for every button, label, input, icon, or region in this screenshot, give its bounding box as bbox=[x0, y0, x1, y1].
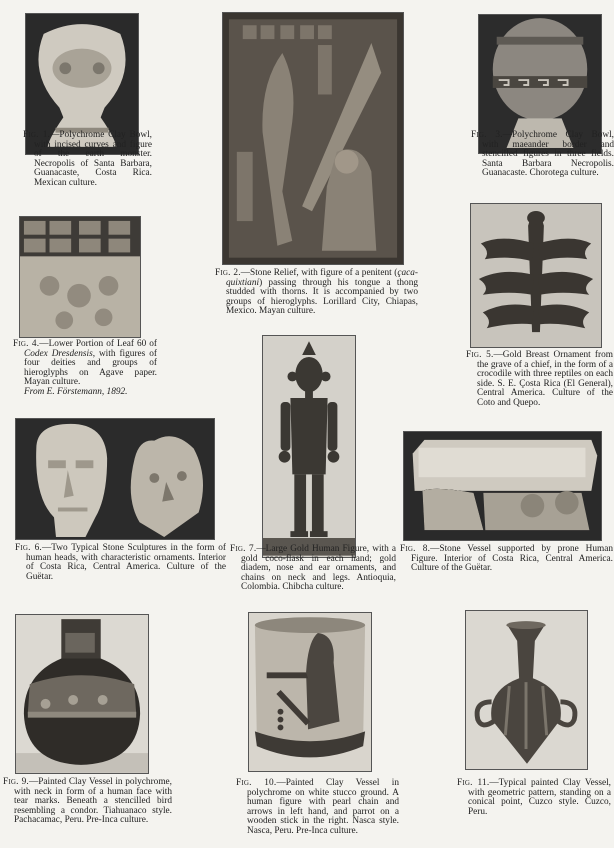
fig4-caption: Fig. 4.—Lower Portion of Leaf 60 of Codex Dresdensis, with figures of four deities and groups of hieroglyphs on Agave paper. Mayan culture. From E. Förstemann, 1892. bbox=[13, 339, 158, 397]
fig11-photo bbox=[465, 610, 588, 770]
stone-heads-illustration-icon bbox=[16, 419, 214, 539]
fig5-caption: Fig. 5.—Gold Breast Ornament from the grave of a chief, in the form of a crocodile with three reptiles on each side. S. E. Çosta Rica (El General), Central America. Culture of the Coto and Quepo. bbox=[466, 350, 613, 408]
gold-crocodile-ornament-illustration-icon bbox=[471, 204, 601, 347]
fig8-caption: Fig. 8.—Stone Vessel supported by prone Human Figure. Interior of Costa Rica, Central America. Culture of the Guëtar. bbox=[400, 544, 614, 574]
gold-figure-illustration-icon bbox=[263, 336, 355, 557]
fig11-caption: Fig. 11.—Typical painted Clay Vessel, with geometric pattern, standing on a conical point, Cuzco style. Cuzco, Peru. bbox=[457, 778, 611, 817]
fig10-caption: Fig. 10.—Painted Clay Vessel in polychrome on white stucco ground. A human figure with pearl chain and arrows in left hand, and parrot on a wooden stick in the right. Nasca style. Nasca, Peru. Pre-Inca culture. bbox=[236, 778, 399, 836]
fig9-caption: Fig. 9.—Painted Clay Vessel in polychrome, with neck in form of a human face with tear marks. Beneath a stencilled bird resembling a condor. Tiahuanaco style. Pachacamac, Peru. Pre-Inca culture. bbox=[3, 777, 173, 826]
stone-relief-illustration-icon bbox=[223, 13, 403, 264]
codex-page-illustration-icon bbox=[20, 217, 140, 337]
fig5-photo bbox=[470, 203, 602, 348]
nasca-vessel-illustration-icon bbox=[249, 613, 371, 771]
fig3-caption: Fig. 3.—Polychrome Clay Bowl, with maeander border and stencilled figures in three fields. Santa Barbara Necropolis. Guanacaste. Chorotega culture. bbox=[471, 130, 614, 179]
fig6-caption: Fig. 6.—Two Typical Stone Sculptures in the form of human heads, with characteristic ornaments. Interior of Costa Rica, Central America. Culture of the Guëtar. bbox=[15, 543, 227, 582]
fig7-caption: Fig. 7.—Large Gold Human Figure, with a gold coco-flask in each hand; gold diadem, nose and ear ornaments, and chains on neck and legs. Antioquia, Colombia. Chibcha culture. bbox=[230, 544, 396, 593]
fig10-photo bbox=[248, 612, 372, 772]
fig8-photo bbox=[403, 431, 602, 541]
fig2-photo bbox=[222, 12, 404, 265]
cuzco-vessel-illustration-icon bbox=[466, 611, 587, 769]
fig7-photo bbox=[262, 335, 356, 558]
fig9-photo bbox=[15, 614, 149, 774]
fig1-caption: Fig. 1.—Polychrome Clay Bowl, with incised curves and figure of the earth monster. Necropolis of Santa Barbara, Guanacaste, Costa Rica. Mexican culture. bbox=[23, 130, 153, 188]
fig2-caption: Fig. 2.—Stone Relief, with figure of a penitent (çaca-quixtiani) passing through his tongue a thong studded with thorns. It is accompanied by two groups of hieroglyphs. Lorillard City, Chiapas, Mexico. Mayan culture. bbox=[215, 268, 418, 317]
tiahuanaco-vessel-illustration-icon bbox=[16, 615, 148, 773]
stone-vessel-illustration-icon bbox=[404, 432, 601, 540]
fig6-photo bbox=[15, 418, 215, 540]
fig4-photo bbox=[19, 216, 141, 338]
fig4-source: From E. Förstemann, 1892. bbox=[24, 386, 128, 397]
